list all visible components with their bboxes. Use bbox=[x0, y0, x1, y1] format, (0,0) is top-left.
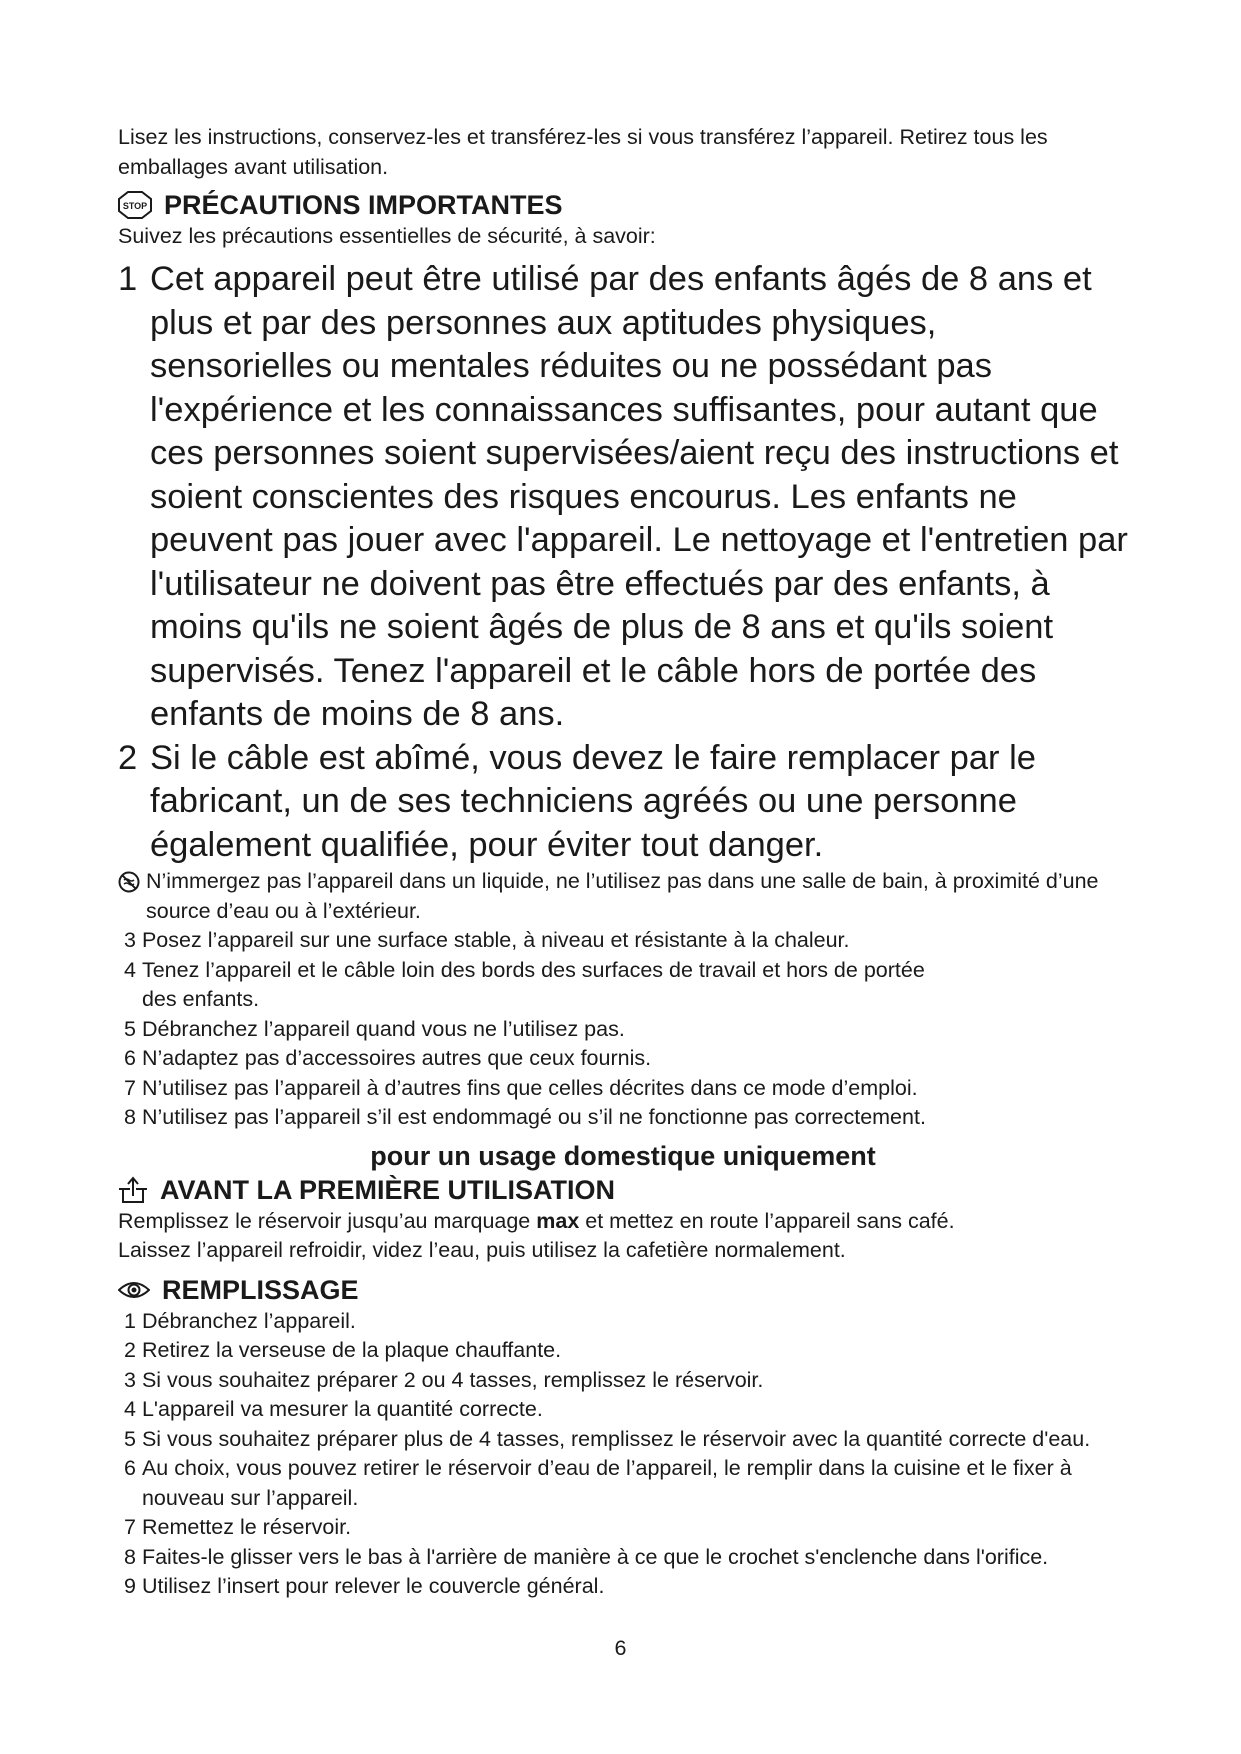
unboxing-icon bbox=[118, 1176, 148, 1204]
first-use-line-2: Laissez l’appareil refroidir, videz l’eau, puis utilisez la cafetière normalement. bbox=[118, 1237, 846, 1262]
filling-heading bbox=[118, 1273, 1128, 1307]
list-item bbox=[118, 737, 1128, 868]
item-number: 1 bbox=[124, 1308, 136, 1333]
item-number: 6 bbox=[124, 1046, 136, 1070]
document-page bbox=[118, 122, 1128, 1602]
item-number: 4 bbox=[124, 1397, 136, 1421]
item-text: Débranchez l’appareil. bbox=[141, 1308, 356, 1333]
first-use-heading bbox=[118, 1173, 1128, 1207]
item-text: Débranchez l’appareil quand vous ne l’utilisez pas. bbox=[141, 1016, 625, 1041]
list-item bbox=[118, 1103, 1128, 1133]
item-number: 6 bbox=[124, 1456, 136, 1480]
list-item bbox=[118, 1366, 1128, 1396]
max-marker-text: max bbox=[536, 1208, 580, 1233]
stop-sign-icon bbox=[118, 191, 152, 219]
item-number: 3 bbox=[124, 928, 136, 952]
list-item bbox=[118, 258, 1128, 737]
item-number: 5 bbox=[124, 1426, 136, 1451]
warning-text: N’immergez pas l’appareil dans un liquide, ne l’utilisez pas dans une salle de bain, à proximité d’une source d’eau ou à l’extérieur. bbox=[146, 869, 1099, 923]
item-number: 9 bbox=[124, 1574, 136, 1598]
eye-icon bbox=[118, 1279, 150, 1301]
list-item bbox=[118, 956, 1128, 1015]
item-text: Si vous souhaitez préparer 2 ou 4 tasses, remplissez le réservoir. bbox=[141, 1367, 764, 1392]
item-number: 2 bbox=[118, 738, 138, 777]
item-number: 5 bbox=[124, 1016, 136, 1041]
item-number: 2 bbox=[124, 1338, 136, 1362]
item-number: 8 bbox=[124, 1544, 136, 1569]
list-item bbox=[118, 1395, 1128, 1425]
big-precautions-list bbox=[118, 258, 1128, 867]
list-item bbox=[118, 1513, 1128, 1543]
item-text: Si vous souhaitez préparer plus de 4 tasses, remplissez le réservoir avec la quantité correcte d'eau. bbox=[141, 1426, 1091, 1451]
list-item bbox=[118, 1307, 1128, 1337]
item-number: 7 bbox=[124, 1515, 136, 1539]
precautions-title: PRÉCAUTIONS IMPORTANTES bbox=[164, 190, 563, 220]
list-item bbox=[118, 1425, 1128, 1455]
item-text: N’utilisez pas l’appareil s’il est endommagé ou s’il ne fonctionne pas correctement. bbox=[141, 1105, 926, 1129]
item-text: Cet appareil peut être utilisé par des enfants âgés de 8 ans et plus et par des personnes aux aptitudes physiques, sensorielles ou mentales réduites ou ne possédant pas l'expérience et les connaissances suffisantes, pour autant que ces personnes soient supervisées/aient reçu des instructions et soient conscientes des risques encourus. Les enfants ne peuvent pas jouer avec l'appareil. Le nettoyage et l'entretien par l'utilisateur ne doivent pas être effectués par des enfants, à moins qu'ils ne soient âgés de plus de 8 ans et qu'ils soient supervisés. Tenez l'appareil et le câble hors de portée des enfants de moins de 8 ans. bbox=[150, 260, 1128, 733]
item-text: Remettez le réservoir. bbox=[141, 1515, 352, 1539]
item-text: Utilisez l’insert pour relever le couvercle général. bbox=[141, 1574, 605, 1598]
item-number: 3 bbox=[124, 1367, 136, 1392]
item-text: Si le câble est abîmé, vous devez le faire remplacer par le fabricant, un de ses techniciens agréés ou une personne également qualifiée, pour éviter tout danger. bbox=[150, 738, 1036, 864]
item-text: L'appareil va mesurer la quantité correcte. bbox=[141, 1397, 543, 1421]
item-text: Retirez la verseuse de la plaque chauffante. bbox=[141, 1338, 562, 1362]
list-item bbox=[118, 1454, 1128, 1513]
item-text: N’adaptez pas d’accessoires autres que ceux fournis. bbox=[141, 1046, 652, 1070]
page-number: 6 bbox=[614, 1636, 627, 1660]
first-use-text: Remplissez le réservoir jusqu’au marquage bbox=[118, 1208, 537, 1233]
stop-sign-text: STOP bbox=[122, 201, 148, 211]
precautions-subtitle: Suivez les précautions essentielles de sécurité, à savoir: bbox=[118, 224, 656, 248]
list-item bbox=[118, 926, 1128, 956]
item-text: Faites-le glisser vers le bas à l'arrière de manière à ce que le crochet s'enclenche dans l'orifice. bbox=[141, 1544, 1049, 1569]
item-text: N’utilisez pas l’appareil à d’autres fins que celles décrites dans ce mode d’emploi. bbox=[141, 1075, 918, 1100]
household-note: pour un usage domestique uniquement bbox=[370, 1140, 876, 1171]
first-use-line-1 bbox=[118, 1207, 1128, 1236]
no-immersion-icon bbox=[118, 867, 146, 926]
list-item bbox=[118, 1543, 1128, 1573]
precautions-heading bbox=[118, 188, 1128, 222]
filling-title: REMPLISSAGE bbox=[162, 1274, 359, 1305]
item-number: 1 bbox=[118, 260, 138, 298]
item-text: Au choix, vous pouvez retirer le réservoir d’eau de l’appareil, le remplir dans la cuisine et le fixer à nouveau sur l’appareil. bbox=[141, 1456, 1072, 1510]
first-use-text: et mettez en route l’appareil sans café. bbox=[579, 1208, 955, 1233]
filling-list bbox=[118, 1307, 1128, 1602]
small-precautions-list bbox=[118, 926, 1128, 1133]
list-item bbox=[118, 1336, 1128, 1366]
list-item bbox=[118, 1044, 1128, 1074]
item-number: 8 bbox=[124, 1105, 136, 1129]
intro-text: Lisez les instructions, conservez-les et transférez-les si vous transférez l’appareil. Retirez tous les emballages avant utilisation. bbox=[118, 125, 1048, 179]
item-text: Tenez l’appareil et le câble loin des bords des surfaces de travail et hors de portée des enfants. bbox=[141, 957, 925, 1011]
immersion-warning bbox=[118, 867, 1128, 926]
list-item bbox=[118, 1015, 1128, 1045]
list-item bbox=[118, 1572, 1128, 1602]
list-item bbox=[118, 1074, 1128, 1104]
item-text: Posez l’appareil sur une surface stable, à niveau et résistante à la chaleur. bbox=[141, 928, 850, 952]
item-number: 4 bbox=[124, 957, 136, 982]
first-use-title: AVANT LA PREMIÈRE UTILISATION bbox=[160, 1174, 615, 1205]
item-number: 7 bbox=[124, 1075, 136, 1100]
